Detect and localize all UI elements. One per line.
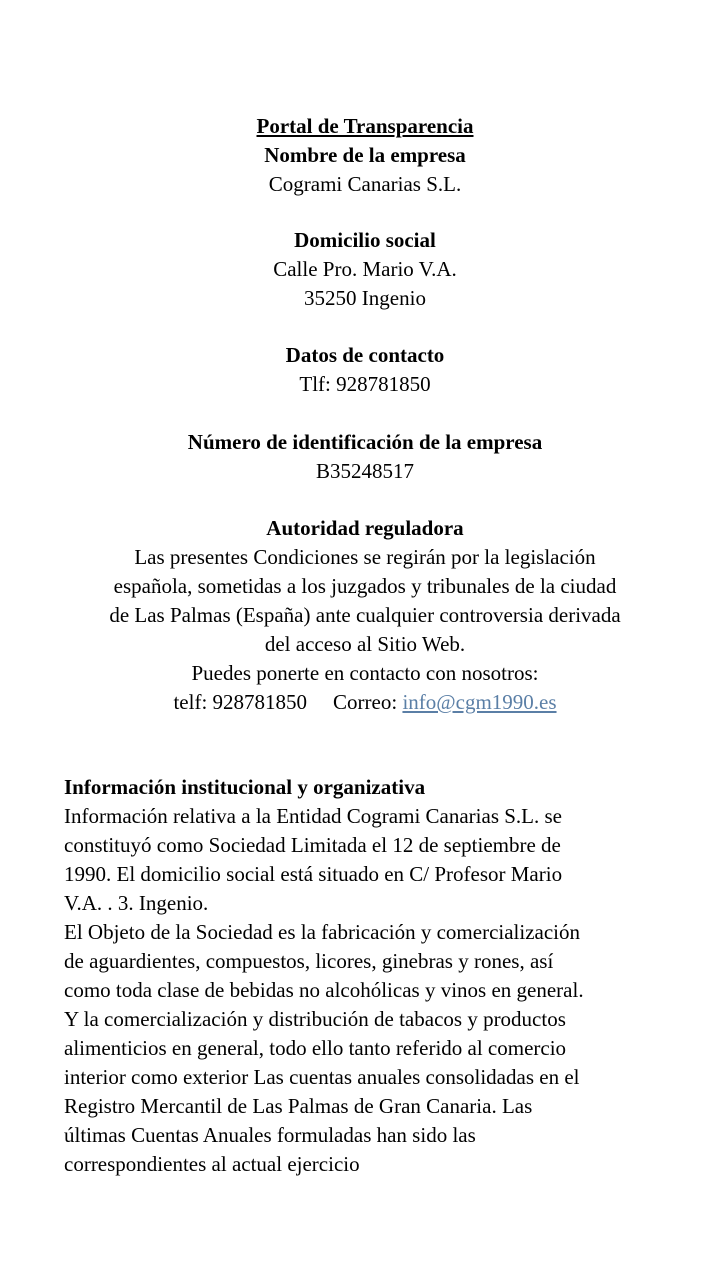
authority-text-line: española, sometidas a los juzgados y tribunales de la ciudad xyxy=(113,574,617,598)
institutional-text-line: constituyó como Sociedad Limitada el 12 de septiembre de xyxy=(64,833,561,857)
page-title: Portal de Transparencia xyxy=(256,114,474,138)
institutional-text-line: correspondientes al actual ejercicio xyxy=(64,1152,360,1176)
institutional-text-line: alimenticios en general, todo ello tanto referido al comercio xyxy=(64,1036,567,1060)
address-line-1: Calle Pro. Mario V.A. xyxy=(273,257,457,281)
institutional-text-line: como toda clase de bebidas no alcohólicas y vinos en general. xyxy=(64,978,584,1002)
institutional-text-line: interior como exterior Las cuentas anuales consolidadas en el xyxy=(64,1065,580,1089)
institutional-text-line: Registro Mercantil de Las Palmas de Gran Canaria. Las xyxy=(64,1094,533,1118)
contact-heading: Datos de contacto xyxy=(285,343,445,367)
institutional-text-line: de aguardientes, compuestos, licores, ginebras y rones, así xyxy=(64,949,554,973)
email-label: Correo: xyxy=(333,690,403,714)
authority-text-line: del acceso al Sitio Web. xyxy=(264,632,466,656)
institutional-heading: Información institucional y organizativa xyxy=(64,775,426,799)
institutional-text-line: El Objeto de la Sociedad es la fabricación y comercialización xyxy=(64,920,581,944)
identification-value: B35248517 xyxy=(315,459,414,483)
contact-phone: Tlf: 928781850 xyxy=(299,372,431,396)
contact-phone-text: telf: 928781850 xyxy=(173,690,308,714)
authority-text-line: de Las Palmas (España) ante cualquier controversia derivada xyxy=(109,603,621,627)
authority-heading: Autoridad reguladora xyxy=(266,516,464,540)
company-name-value: Cogrami Canarias S.L. xyxy=(268,172,462,196)
institutional-text-line: últimas Cuentas Anuales formuladas han sido las xyxy=(64,1123,476,1147)
institutional-text-line: 1990. El domicilio social está situado en C/ Profesor Mario xyxy=(64,862,563,886)
institutional-text-line: Información relativa a la Entidad Cogrami Canarias S.L. se xyxy=(64,804,563,828)
contact-intro: Puedes ponerte en contacto con nosotros: xyxy=(191,661,539,685)
institutional-text-line: Y la comercialización y distribución de tabacos y productos xyxy=(64,1007,566,1031)
institutional-text-line: V.A. . 3. Ingenio. xyxy=(64,891,209,915)
authority-text-line: Las presentes Condiciones se regirán por la legislación xyxy=(134,545,596,569)
company-name-heading: Nombre de la empresa xyxy=(264,143,466,167)
email-link[interactable]: info@cgm1990.es xyxy=(402,690,557,714)
contact-line xyxy=(0,688,720,717)
address-heading: Domicilio social xyxy=(294,228,436,252)
identification-heading: Número de identificación de la empresa xyxy=(187,430,543,454)
address-line-2: 35250 Ingenio xyxy=(304,286,426,310)
